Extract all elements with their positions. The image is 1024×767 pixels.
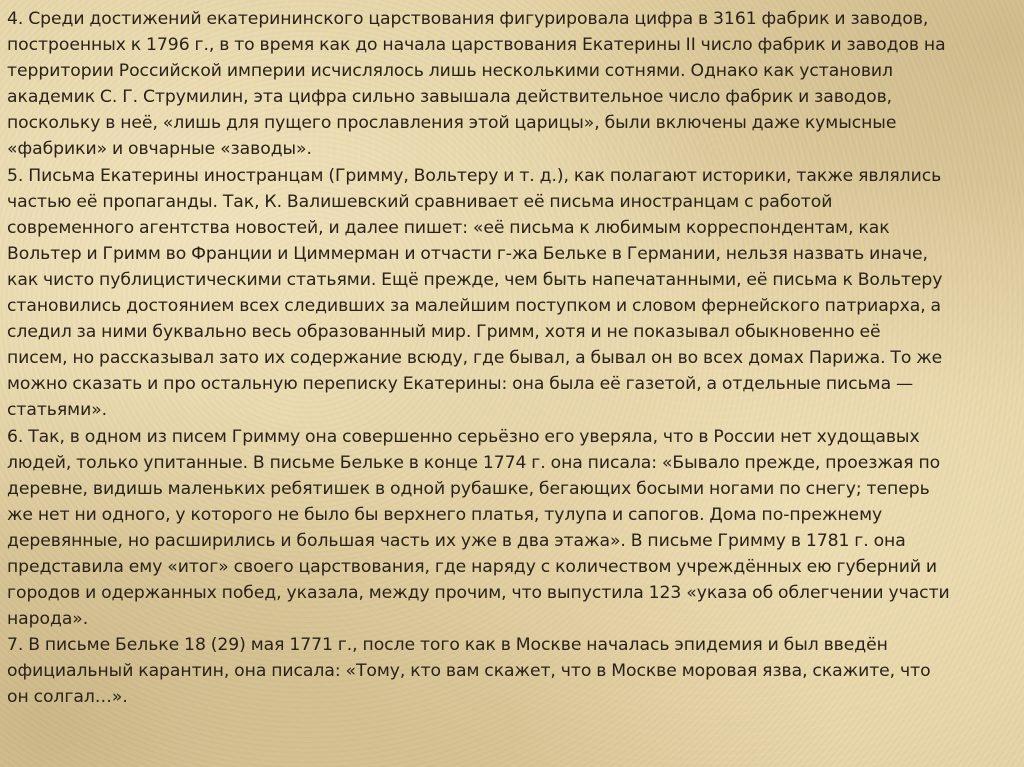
text-line: поскольку в неё, «лишь для пущего прославления этой царицы», были включены даже кумысные xyxy=(7,113,897,134)
text-line: писем, но рассказывал зато их содержание всюду, где бывал, а бывал он во всех домах Парижа. То же xyxy=(7,348,943,369)
text-line: 7. В письме Бельке 18 (29) мая 1771 г., после того как в Москве началась эпидемия и был введён xyxy=(7,635,888,656)
text-line: он солгал…». xyxy=(7,687,128,708)
text-line: как чисто публицистическими статьями. Ещё прежде, чем быть напечатанными, её письма к Вольтеру xyxy=(7,269,943,290)
text-line: территории Российской империи исчислялось лишь несколькими сотнями. Однако как установил xyxy=(7,61,893,82)
text-line: деревне, видишь маленьких ребятишек в одной рубашке, бегающих босыми ногами по снегу; теперь xyxy=(7,478,930,499)
text-line: 4. Среди достижений екатерининского царствования фигурировала цифра в 3161 фабрик и заводов, xyxy=(7,9,929,29)
text-line: построенных к 1796 г., в то время как до начала царствования Екатерины II число фабрик и заводов на xyxy=(7,35,946,56)
text-line: можно сказать и про остальную переписку Екатерины: она была её газетой, а отдельные письма — xyxy=(7,374,914,395)
text-line: представила ему «итог» своего царствования, где наряду с количеством учреждённых ею губерний и xyxy=(7,556,937,577)
text-line: же нет ни одного, у которого не было бы верхнего платья, тулупа и сапогов. Дома по-прежнему xyxy=(7,504,883,525)
text-line: 5. Письма Екатерины иностранцам (Гримму, Вольтеру и т. д.), как полагают историки, также являлись xyxy=(7,165,942,186)
text-line: деревянные, но расширились и большая часть их уже в два этажа». В письме Гримму в 1781 г. она xyxy=(7,530,906,551)
text-line: следил за ними буквально весь образованный мир. Гримм, хотя и не показывал обыкновенно её xyxy=(7,322,881,343)
body-text xyxy=(7,6,1017,711)
text-line: людей, только упитанные. В письме Бельке в конце 1774 г. она писала: «Бывало прежде, проезжая по xyxy=(7,452,941,473)
text-line: «фабрики» и овчарные «заводы». xyxy=(7,139,312,160)
text-line: частью её пропаганды. Так, К. Валишевский сравнивает её письма иностранцам с работой xyxy=(7,191,833,212)
text-line: народа». xyxy=(7,609,89,630)
text-line: академик С. Г. Струмилин, эта цифра сильно завышала действительное число фабрик и заводов, xyxy=(7,87,893,108)
text-line: официальный карантин, она писала: «Тому, кто вам скажет, что в Москве моровая язва, скажите, что xyxy=(7,661,931,682)
text-line: современного агентства новостей, и далее пишет: «её письма к любимым корреспондентам, как xyxy=(7,217,890,238)
text-line: становились достоянием всех следивших за малейшим поступком и словом фернейского патриарха, а xyxy=(7,296,942,317)
text-line: Вольтер и Гримм во Франции и Циммерман и отчасти г-жа Бельке в Германии, нельзя назвать иначе, xyxy=(7,243,928,264)
text-line: 6. Так, в одном из писем Гримму она совершенно серьёзно его уверяла, что в России нет худощавых xyxy=(7,426,920,447)
text-line: статьями». xyxy=(7,400,108,421)
text-line: городов и одержанных побед, указала, между прочим, что выпустила 123 «указа об облегчении участи xyxy=(7,583,950,604)
